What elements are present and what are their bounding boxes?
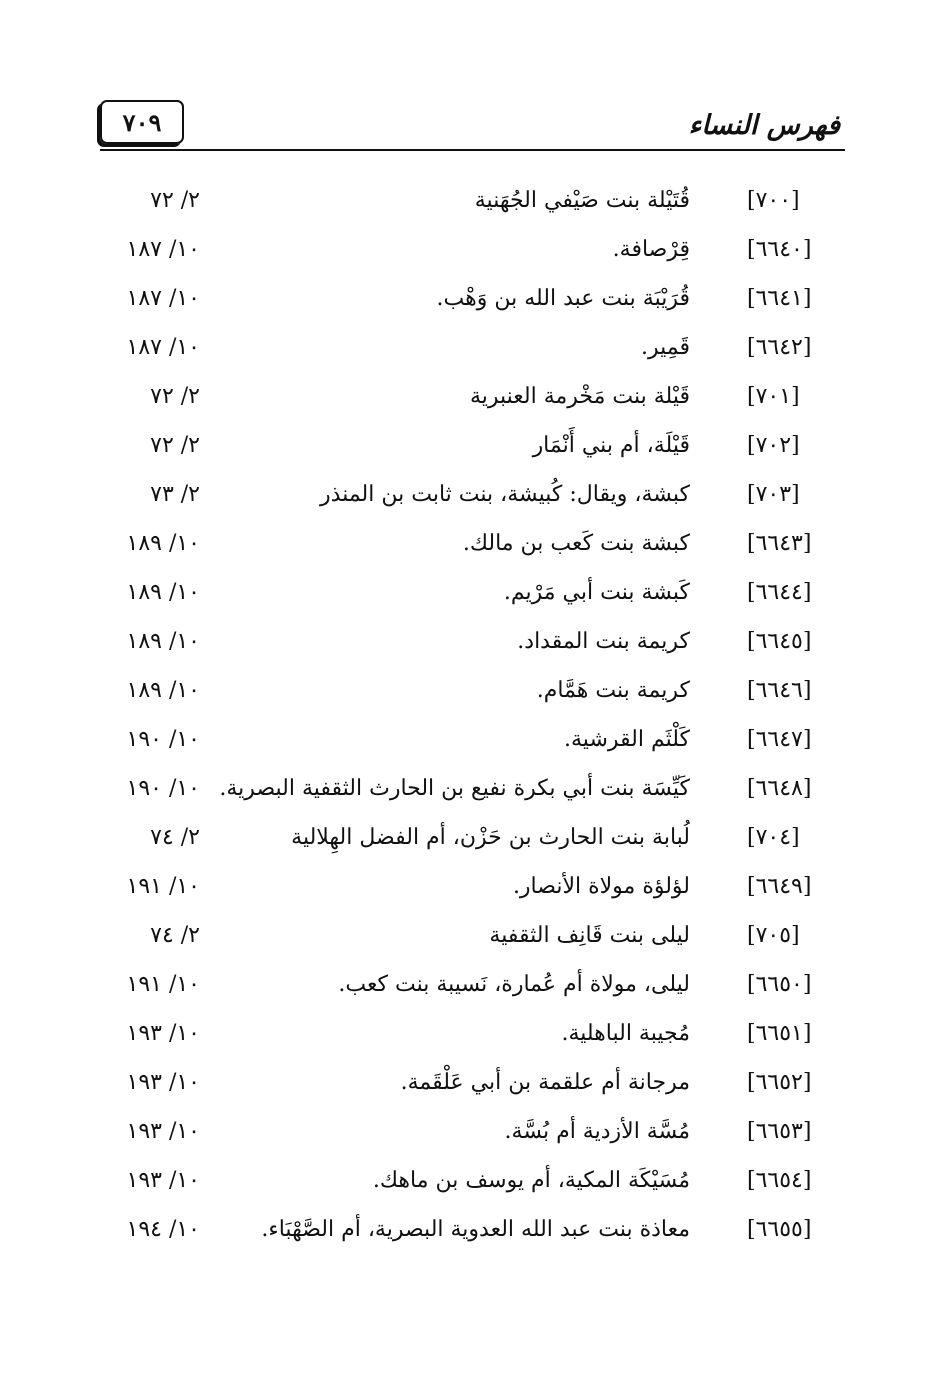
index-entry [0,674,945,720]
entry-number: [٧٠٥] [747,923,800,948]
entry-reference: ١٠/ ١٨٧ [126,237,200,262]
index-entry [0,870,945,916]
entry-number: [٦٦٤٥] [747,629,812,654]
entry-reference: ١٠/ ١٩٠ [126,776,200,801]
entry-reference: ١٠/ ١٩١ [126,972,200,997]
index-entry [0,919,945,965]
entry-name: كَبشة بنت أبي مَرْيم. [503,580,690,605]
entry-number: [٧٠١] [747,384,800,409]
entry-reference: ١٠/ ١٨٧ [126,286,200,311]
entry-reference: ٢/ ٧٢ [150,188,200,213]
entry-number: [٦٦٥٥] [747,1217,812,1242]
header-rule [100,149,845,151]
entry-number: [٦٦٤٤] [747,580,812,605]
index-entry [0,625,945,671]
index-entry [0,233,945,279]
entry-name: قُتَيْلة بنت صَيْفي الجُهَنية [474,188,690,213]
page-number: ٧٠٩ [100,100,184,144]
entry-number: [٦٦٤٣] [747,531,812,556]
page-title: فهرس النساء [688,110,840,141]
index-entry [0,821,945,867]
index-entry [0,1017,945,1063]
entry-reference: ٢/ ٧٢ [150,384,200,409]
entry-reference: ١٠/ ١٩٣ [126,1168,200,1193]
index-entry [0,723,945,769]
index-entry [0,527,945,573]
entry-name: كبشة بنت كَعب بن مالك. [462,531,690,556]
entry-number: [٦٦٤٢] [747,335,812,360]
entry-reference: ١٠/ ١٩٣ [126,1021,200,1046]
entry-reference: ٢/ ٧٣ [150,482,200,507]
entry-name: قَيْلَة، أم بني أَنْمَار [532,433,690,458]
index-entry [0,331,945,377]
index-entry [0,968,945,1014]
entry-name: كبشة، ويقال: كُبيشة، بنت ثابت بن المنذر [320,482,690,507]
entry-name: لُبابة بنت الحارث بن حَزْن، أم الفضل الهِلالية [291,825,690,850]
entry-name: كريمة بنت المقداد. [517,629,690,654]
entry-name: مرجانة أم علقمة بن أبي عَلْقَمة. [400,1070,690,1095]
entry-reference: ١٠/ ١٩٠ [126,727,200,752]
entry-name: كَلْثَم القرشية. [564,727,690,752]
entry-number: [٦٦٥٤] [747,1168,812,1193]
entry-reference: ٢/ ٧٤ [150,825,200,850]
page-header [100,96,845,156]
entry-reference: ١٠/ ١٨٧ [126,335,200,360]
entry-name: معاذة بنت عبد الله العدوية البصرية، أم الصَّهْبَاء. [261,1217,690,1242]
entry-name: قُرَيْبَة بنت عبد الله بن وَهْب. [436,286,690,311]
entry-name: ليلى، مولاة أم عُمارة، نَسيبة بنت كعب. [338,972,690,997]
entry-reference: ١٠/ ١٨٩ [126,678,200,703]
index-entry [0,772,945,818]
entry-number: [٦٦٤٠] [747,237,812,262]
index-entry [0,1066,945,1112]
index-entry [0,282,945,328]
index-entry [0,478,945,524]
index-entry [0,1213,945,1259]
index-entry [0,184,945,230]
entry-name: قَيْلة بنت مَخْرمة العنبرية [469,384,690,409]
index-entry [0,429,945,475]
entry-name: مُجيبة الباهلية. [561,1021,690,1046]
entry-name: قَمِير. [640,335,690,360]
entry-number: [٦٦٥٠] [747,972,812,997]
entry-number: [٦٦٥١] [747,1021,812,1046]
entry-number: [٦٦٤٧] [747,727,812,752]
entry-name: كريمة بنت هَمَّام. [536,678,690,703]
entry-number: [٦٦٥٢] [747,1070,812,1095]
entry-number: [٦٦٤٨] [747,776,812,801]
entry-number: [٦٦٤٩] [747,874,812,899]
entry-reference: ١٠/ ١٩٤ [126,1217,200,1242]
entry-number: [٦٦٤١] [747,286,812,311]
entry-name: لؤلؤة مولاة الأنصار. [512,874,690,899]
entry-number: [٦٦٥٣] [747,1119,812,1144]
entry-reference: ٢/ ٧٢ [150,433,200,458]
entry-reference: ١٠/ ١٨٩ [126,531,200,556]
entry-number: [٧٠٠] [747,188,800,213]
entry-number: [٦٦٤٦] [747,678,812,703]
entry-reference: ١٠/ ١٨٩ [126,629,200,654]
entry-name: مُسَّة الأزدية أم بُسَّة. [504,1119,690,1144]
entry-number: [٧٠٢] [747,433,800,458]
entry-name: قِرْصافة. [612,237,690,262]
entry-reference: ٢/ ٧٤ [150,923,200,948]
index-entry [0,576,945,622]
entry-reference: ١٠/ ١٩١ [126,874,200,899]
entry-name: ليلى بنت قَانِف الثقفية [489,923,690,948]
index-entry [0,1164,945,1210]
entry-number: [٧٠٤] [747,825,800,850]
entry-name: كَيِّسَة بنت أبي بكرة نفيع بن الحارث الثقفية البصرية. [219,776,690,801]
entry-number: [٧٠٣] [747,482,800,507]
index-entry [0,1115,945,1161]
entry-reference: ١٠/ ١٩٣ [126,1119,200,1144]
index-entry [0,380,945,426]
entry-name: مُسَيْكَة المكية، أم يوسف بن ماهك. [372,1168,690,1193]
entry-reference: ١٠/ ١٩٣ [126,1070,200,1095]
entry-reference: ١٠/ ١٨٩ [126,580,200,605]
